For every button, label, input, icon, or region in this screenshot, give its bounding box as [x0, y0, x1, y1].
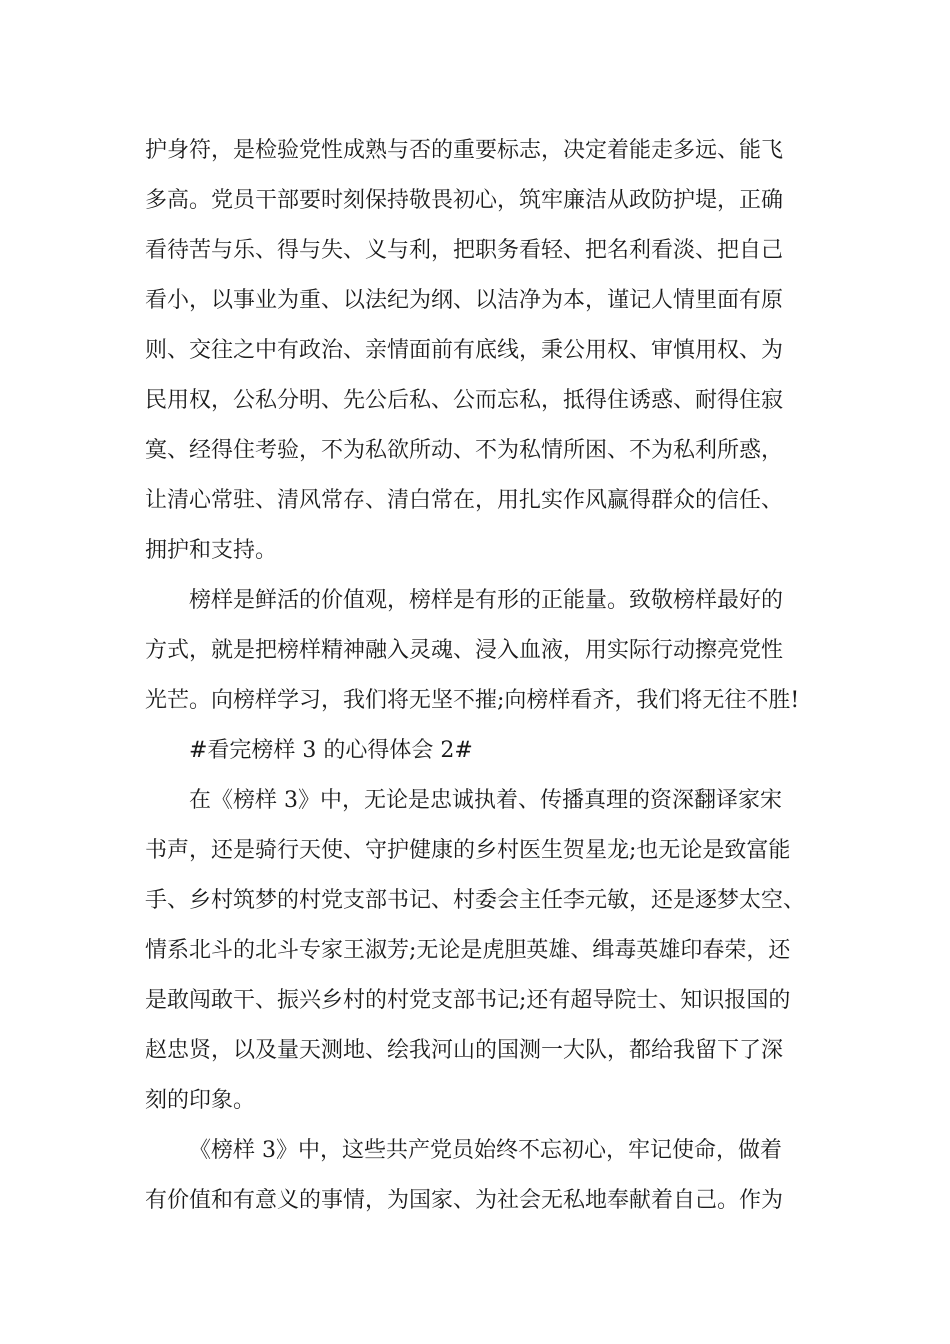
text-line: 光芒。向榜样学习，我们将无坚不摧;向榜样看齐，我们将无往不胜!	[145, 688, 800, 713]
document-body	[145, 126, 825, 1226]
paragraph-first-line: 在《榜样 3》中，无论是忠诚执着、传播真理的资深翻译家宋	[189, 788, 782, 813]
text-line: 民用权，公私分明、先公后私、公而忘私，抵得住诱惑、耐得住寂	[145, 388, 784, 413]
text-line: 手、乡村筑梦的村党支部书记、村委会主任李元敏，还是逐梦太空、	[145, 888, 806, 913]
text-line: 有价值和有意义的事情，为国家、为社会无私地奉献着自己。作为	[145, 1188, 784, 1213]
text-line: 让清心常驻、清风常存、清白常在，用扎实作风赢得群众的信任、	[145, 488, 784, 513]
text-line: 看小，以事业为重、以法纪为纲、以洁净为本，谨记人情里面有原	[145, 288, 784, 313]
text-line: 看待苦与乐、得与失、义与利，把职务看轻、把名利看淡、把自己	[145, 238, 784, 263]
text-line: 寞、经得住考验，不为私欲所动、不为私情所困、不为私利所惑，	[145, 438, 784, 463]
text-line: 方式，就是把榜样精神融入灵魂、浸入血液，用实际行动擦亮党性	[145, 638, 784, 663]
text-line: 情系北斗的北斗专家王淑芳;无论是虎胆英雄、缉毒英雄印春荣，还	[145, 938, 791, 963]
text-line: 书声，还是骑行天使、守护健康的乡村医生贺星龙;也无论是致富能	[145, 838, 791, 863]
text-line: 则、交往之中有政治、亲情面前有底线，秉公用权、审慎用权、为	[145, 338, 784, 363]
text-line: 赵忠贤，以及量天测地、绘我河山的国测一大队，都给我留下了深	[145, 1038, 784, 1063]
text-line: 多高。党员干部要时刻保持敬畏初心，筑牢廉洁从政防护堤，正确	[145, 188, 784, 213]
text-line: 拥护和支持。	[145, 538, 278, 563]
paragraph-first-line: 《榜样 3》中，这些共产党员始终不忘初心，牢记使命，做着	[189, 1138, 782, 1163]
text-line: 护身符，是检验党性成熟与否的重要标志，决定着能走多远、能飞	[145, 138, 784, 163]
text-line: 刻的印象。	[145, 1088, 256, 1113]
paragraph-first-line: 榜样是鲜活的价值观，榜样是有形的正能量。致敬榜样最好的	[189, 588, 784, 613]
text-line: 是敢闯敢干、振兴乡村的村党支部书记;还有超导院士、知识报国的	[145, 988, 791, 1013]
section-heading: #看完榜样 3 的心得体会 2#	[189, 738, 473, 763]
